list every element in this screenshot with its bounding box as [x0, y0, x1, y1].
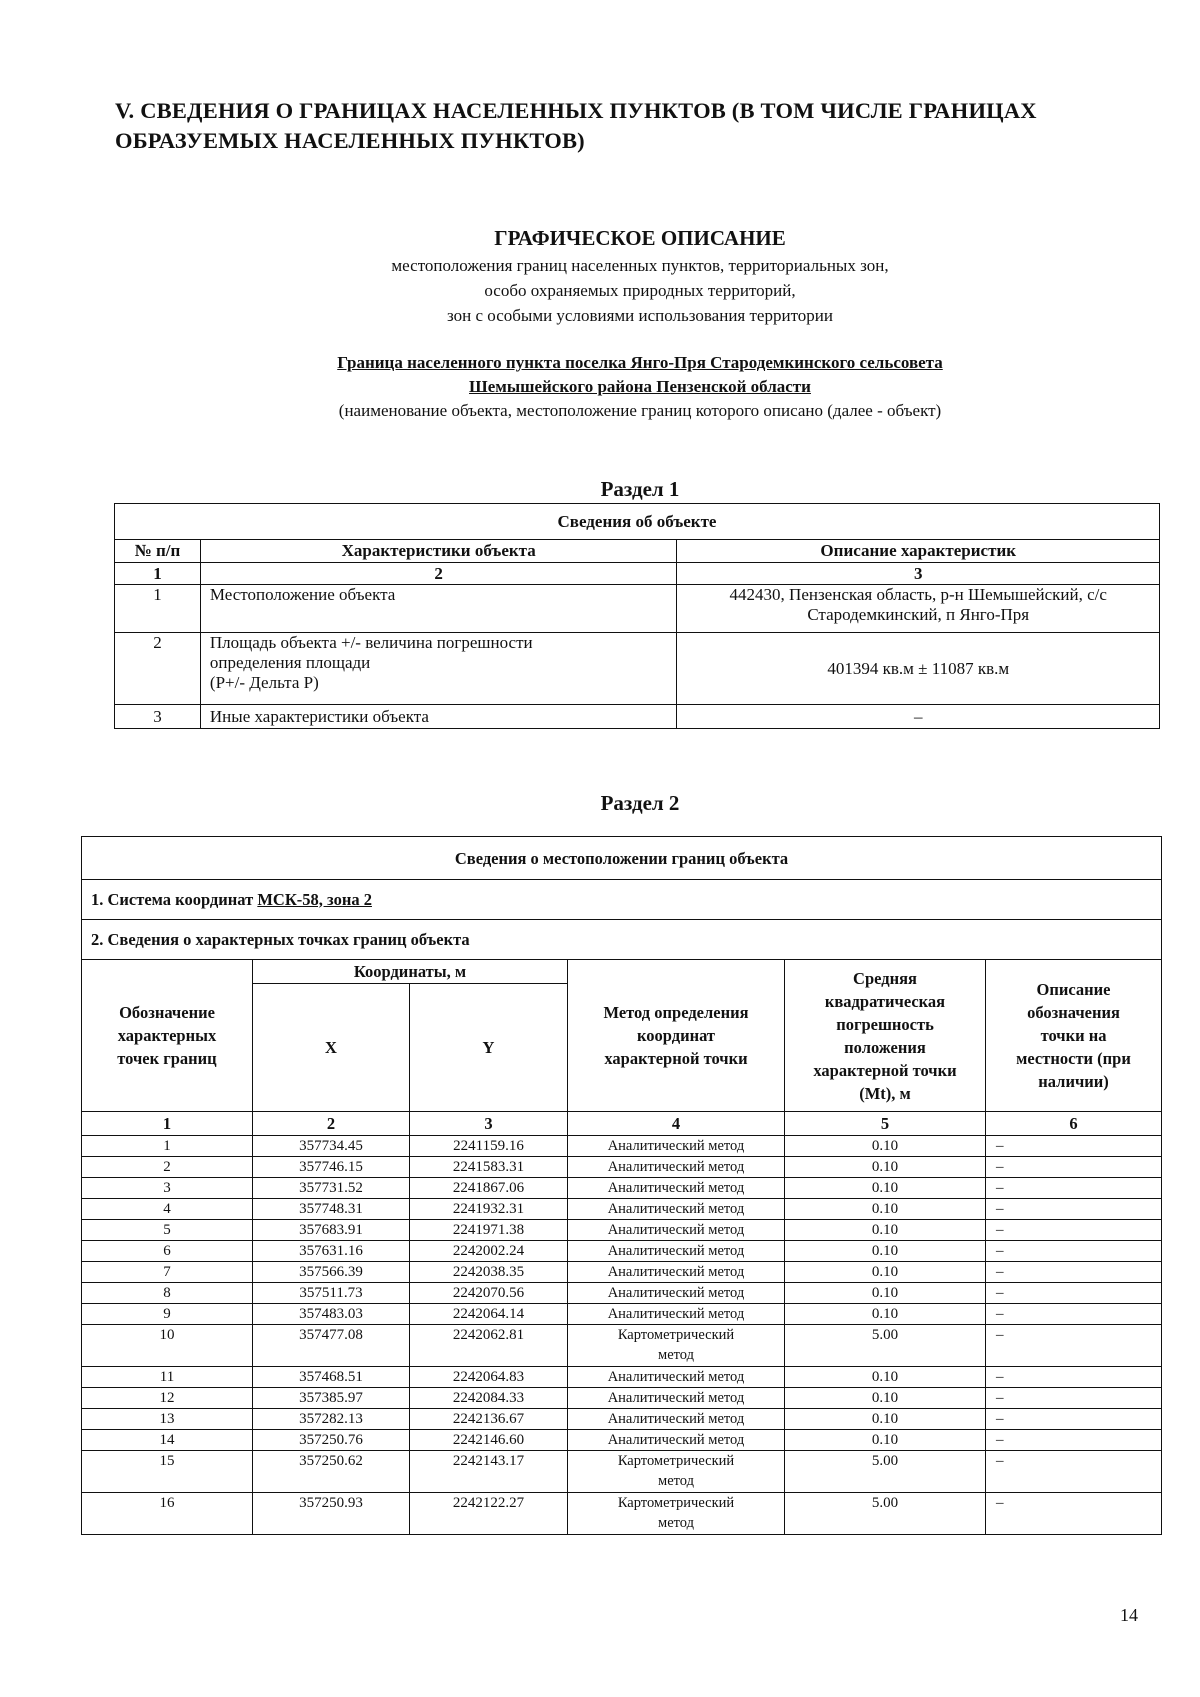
point-label: 12 — [82, 1388, 253, 1409]
point-description: – — [986, 1178, 1162, 1199]
point-method-line: Аналитический метод — [607, 1180, 745, 1196]
header-y: Y — [410, 984, 568, 1112]
characteristic-name — [200, 633, 677, 705]
header-line: Средняя — [853, 968, 917, 988]
column-number: 6 — [986, 1112, 1162, 1136]
header-line: Описание — [1036, 980, 1111, 999]
point-method — [568, 1241, 785, 1262]
point-error: 0.10 — [785, 1199, 986, 1220]
point-method — [568, 1262, 785, 1283]
point-description: – — [986, 1262, 1162, 1283]
table-row — [82, 1262, 1162, 1283]
point-y: 2242122.27 — [410, 1493, 568, 1535]
point-error: 0.10 — [785, 1157, 986, 1178]
table-row — [115, 633, 1160, 705]
graphic-subtitle-line2: особо охраняемых природных территорий, — [484, 281, 796, 300]
coordinate-system-label: 1. Система координат — [91, 889, 258, 909]
point-method-line: Аналитический метод — [607, 1285, 745, 1301]
characteristic-name — [200, 705, 677, 729]
point-description: – — [986, 1157, 1162, 1178]
point-x: 357748.31 — [253, 1199, 410, 1220]
point-x: 357250.76 — [253, 1430, 410, 1451]
point-label: 16 — [82, 1493, 253, 1535]
point-label: 14 — [82, 1430, 253, 1451]
point-method — [568, 1157, 785, 1178]
point-method-line: Аналитический метод — [607, 1243, 745, 1259]
point-description: – — [986, 1220, 1162, 1241]
coordinate-system — [82, 880, 1162, 920]
object-info-table-title: Сведения об объекте — [115, 504, 1160, 540]
point-x: 357477.08 — [253, 1325, 410, 1367]
point-x: 357468.51 — [253, 1367, 410, 1388]
header-line: координат — [636, 1026, 716, 1045]
point-method-line: Аналитический метод — [607, 1306, 745, 1322]
point-method-line: Картометрический — [617, 1453, 735, 1469]
point-method — [568, 1367, 785, 1388]
table-row — [115, 585, 1160, 633]
point-method-line: Картометрический — [617, 1495, 735, 1511]
header-point-label — [82, 960, 253, 1112]
table-row — [82, 1430, 1162, 1451]
point-error: 0.10 — [785, 1136, 986, 1157]
header-line: Обозначение — [119, 1003, 215, 1022]
point-method-line: Аналитический метод — [607, 1159, 745, 1175]
object-name-line2: Шемышейского района Пензенской области — [469, 377, 811, 396]
point-y: 2241583.31 — [410, 1157, 568, 1178]
table-row — [82, 1451, 1162, 1493]
points-section-title: 2. Сведения о характерных точках границ объекта — [82, 920, 1162, 960]
point-x: 357566.39 — [253, 1262, 410, 1283]
object-name-line1: Граница населенного пункта поселка Янго-Пря Стародемкинского сельсовета — [337, 353, 943, 372]
table-row — [82, 1136, 1162, 1157]
point-description: – — [986, 1451, 1162, 1493]
point-x: 357631.16 — [253, 1241, 410, 1262]
characteristic-value — [677, 705, 1160, 729]
point-label: 15 — [82, 1451, 253, 1493]
point-y: 2241867.06 — [410, 1178, 568, 1199]
point-description: – — [986, 1367, 1162, 1388]
point-error: 5.00 — [785, 1325, 986, 1367]
point-y: 2241971.38 — [410, 1220, 568, 1241]
boundary-points-table — [81, 836, 1162, 1535]
header-line: местности (при — [1016, 1049, 1131, 1068]
point-label: 1 — [82, 1136, 253, 1157]
point-method — [568, 1220, 785, 1241]
table-row — [82, 1220, 1162, 1241]
table-row — [82, 1304, 1162, 1325]
point-method — [568, 1388, 785, 1409]
characteristic-name — [200, 585, 677, 633]
point-method — [568, 1136, 785, 1157]
point-description: – — [986, 1430, 1162, 1451]
column-number: 5 — [785, 1112, 986, 1136]
column-number: 3 — [677, 563, 1160, 585]
column-number: 2 — [253, 1112, 410, 1136]
point-error: 0.10 — [785, 1262, 986, 1283]
point-error: 0.10 — [785, 1178, 986, 1199]
point-description: – — [986, 1283, 1162, 1304]
header-line: точки на — [1040, 1026, 1107, 1045]
column-number: 4 — [568, 1112, 785, 1136]
column-number: 3 — [410, 1112, 568, 1136]
table-row — [82, 1178, 1162, 1199]
table-row — [82, 1367, 1162, 1388]
header-line: наличии) — [1038, 1072, 1109, 1091]
point-method-line: Аналитический метод — [607, 1222, 745, 1238]
page-heading-line2: ОБРАЗУЕМЫХ НАСЕЛЕННЫХ ПУНКТОВ) — [115, 128, 585, 153]
characteristic-value-line: 442430, Пензенская область, р-н Шемышейский, с/с — [729, 585, 1107, 604]
column-number: 1 — [115, 563, 201, 585]
characteristic-name-line: определения площади — [209, 653, 371, 672]
point-y: 2242002.24 — [410, 1241, 568, 1262]
graphic-subtitle-line1: местоположения границ населенных пунктов, территориальных зон, — [391, 256, 889, 275]
point-y: 2242064.14 — [410, 1304, 568, 1325]
header-number: № п/п — [115, 540, 201, 563]
point-label: 9 — [82, 1304, 253, 1325]
column-number: 2 — [200, 563, 677, 585]
characteristic-name-line: Местоположение объекта — [209, 585, 396, 604]
point-error: 0.10 — [785, 1241, 986, 1262]
graphic-subtitle-line3: зон с особыми условиями использования территории — [447, 306, 833, 325]
page-heading — [115, 96, 1155, 156]
point-x: 357483.03 — [253, 1304, 410, 1325]
point-y: 2242143.17 — [410, 1451, 568, 1493]
row-number: 2 — [115, 633, 201, 705]
point-error: 5.00 — [785, 1493, 986, 1535]
point-y: 2242146.60 — [410, 1430, 568, 1451]
table-row — [82, 1283, 1162, 1304]
header-characteristics: Характеристики объекта — [200, 540, 677, 563]
header-mean-error — [785, 960, 986, 1112]
table-row — [82, 1199, 1162, 1220]
header-line: погрешность — [836, 1014, 934, 1034]
point-error: 0.10 — [785, 1220, 986, 1241]
point-description: – — [986, 1325, 1162, 1367]
header-point-description — [986, 960, 1162, 1112]
point-method-line: метод — [658, 1473, 694, 1489]
table-row — [82, 1409, 1162, 1430]
coordinate-system-value: МСК-58, зона 2 — [257, 889, 372, 909]
point-y: 2242084.33 — [410, 1388, 568, 1409]
header-line: положения — [844, 1037, 926, 1057]
point-y: 2241932.31 — [410, 1199, 568, 1220]
point-label: 4 — [82, 1199, 253, 1220]
point-error: 0.10 — [785, 1430, 986, 1451]
characteristic-name-line: Иные характеристики объекта — [209, 706, 429, 726]
point-y: 2242062.81 — [410, 1325, 568, 1367]
point-x: 357731.52 — [253, 1178, 410, 1199]
section1-title: Раздел 1 — [600, 477, 680, 501]
point-label: 7 — [82, 1262, 253, 1283]
page-heading-line1: V. СВЕДЕНИЯ О ГРАНИЦАХ НАСЕЛЕННЫХ ПУНКТОВ (В ТОМ ЧИСЛЕ ГРАНИЦАХ — [115, 98, 1037, 123]
column-number: 1 — [82, 1112, 253, 1136]
point-description: – — [986, 1304, 1162, 1325]
point-label: 2 — [82, 1157, 253, 1178]
header-line: квадратическая — [824, 991, 946, 1011]
point-error: 0.10 — [785, 1388, 986, 1409]
point-error: 5.00 — [785, 1451, 986, 1493]
point-method — [568, 1199, 785, 1220]
header-line: характерных — [117, 1026, 217, 1045]
point-label: 8 — [82, 1283, 253, 1304]
characteristic-value — [677, 633, 1160, 705]
table-row — [82, 1493, 1162, 1535]
characteristic-value — [677, 585, 1160, 633]
point-description: – — [986, 1388, 1162, 1409]
point-method-line: метод — [658, 1515, 694, 1531]
graphic-description-title: ГРАФИЧЕСКОЕ ОПИСАНИЕ — [494, 226, 786, 250]
point-description: – — [986, 1136, 1162, 1157]
point-description: – — [986, 1241, 1162, 1262]
header-line: обозначения — [1027, 1003, 1120, 1022]
table-row — [82, 1388, 1162, 1409]
point-method-line: Аналитический метод — [607, 1201, 745, 1217]
point-method — [568, 1178, 785, 1199]
point-method — [568, 1409, 785, 1430]
point-description: – — [986, 1409, 1162, 1430]
point-method — [568, 1283, 785, 1304]
header-line: Метод определения — [603, 1003, 749, 1022]
point-x: 357250.93 — [253, 1493, 410, 1535]
point-x: 357746.15 — [253, 1157, 410, 1178]
object-name-note: (наименование объекта, местоположение границ которого описано (далее - объект) — [338, 401, 942, 420]
characteristic-value-line: – — [913, 706, 923, 726]
header-description: Описание характеристик — [677, 540, 1160, 563]
object-info-table — [114, 503, 1160, 729]
point-x: 357385.97 — [253, 1388, 410, 1409]
point-y: 2242070.56 — [410, 1283, 568, 1304]
point-label: 5 — [82, 1220, 253, 1241]
point-y: 2241159.16 — [410, 1136, 568, 1157]
point-method-line: Картометрический — [617, 1327, 735, 1343]
point-description: – — [986, 1199, 1162, 1220]
point-x: 357734.45 — [253, 1136, 410, 1157]
page-number: 14 — [1120, 1605, 1138, 1625]
point-label: 11 — [82, 1367, 253, 1388]
point-error: 0.10 — [785, 1283, 986, 1304]
point-method — [568, 1451, 785, 1493]
header-x: X — [253, 984, 410, 1112]
section2-title: Раздел 2 — [600, 791, 680, 815]
header-line: точек границ — [117, 1049, 217, 1068]
point-label: 3 — [82, 1178, 253, 1199]
boundary-table-title: Сведения о местоположении границ объекта — [82, 837, 1162, 880]
characteristic-name-line: Площадь объекта +/- величина погрешности — [209, 633, 533, 652]
table-row — [82, 1325, 1162, 1367]
point-method-line: Аналитический метод — [607, 1390, 745, 1406]
point-method-line: метод — [658, 1347, 694, 1363]
point-x: 357683.91 — [253, 1220, 410, 1241]
table-row — [115, 705, 1160, 729]
point-label: 6 — [82, 1241, 253, 1262]
point-method-line: Аналитический метод — [607, 1138, 745, 1154]
point-method — [568, 1304, 785, 1325]
point-method-line: Аналитический метод — [607, 1411, 745, 1427]
point-y: 2242064.83 — [410, 1367, 568, 1388]
point-x: 357511.73 — [253, 1283, 410, 1304]
header-coordinates: Координаты, м — [253, 960, 568, 984]
point-y: 2242038.35 — [410, 1262, 568, 1283]
point-x: 357250.62 — [253, 1451, 410, 1493]
point-error: 0.10 — [785, 1409, 986, 1430]
point-method-line: Аналитический метод — [607, 1432, 745, 1448]
points-body — [82, 1136, 1162, 1535]
header-line: характерной точки — [604, 1049, 748, 1068]
characteristic-value-line: 401394 кв.м ± 11087 кв.м — [827, 658, 1010, 678]
point-method-line: Аналитический метод — [607, 1264, 745, 1280]
row-number: 3 — [115, 705, 201, 729]
row-number: 1 — [115, 585, 201, 633]
header-method — [568, 960, 785, 1112]
characteristic-value-line: Стародемкинский, п Янго-Пря — [807, 605, 1030, 624]
point-method — [568, 1325, 785, 1367]
header-line: (Mt), м — [859, 1083, 911, 1103]
point-label: 10 — [82, 1325, 253, 1367]
point-x: 357282.13 — [253, 1409, 410, 1430]
point-error: 0.10 — [785, 1367, 986, 1388]
table-row — [82, 1241, 1162, 1262]
characteristic-name-line: (Р+/- Дельта Р) — [209, 673, 319, 692]
point-method-line: Аналитический метод — [607, 1369, 745, 1385]
point-method — [568, 1493, 785, 1535]
point-label: 13 — [82, 1409, 253, 1430]
point-description: – — [986, 1493, 1162, 1535]
header-line: характерной точки — [813, 1060, 957, 1080]
point-y: 2242136.67 — [410, 1409, 568, 1430]
point-error: 0.10 — [785, 1304, 986, 1325]
table-row — [82, 1157, 1162, 1178]
point-method — [568, 1430, 785, 1451]
